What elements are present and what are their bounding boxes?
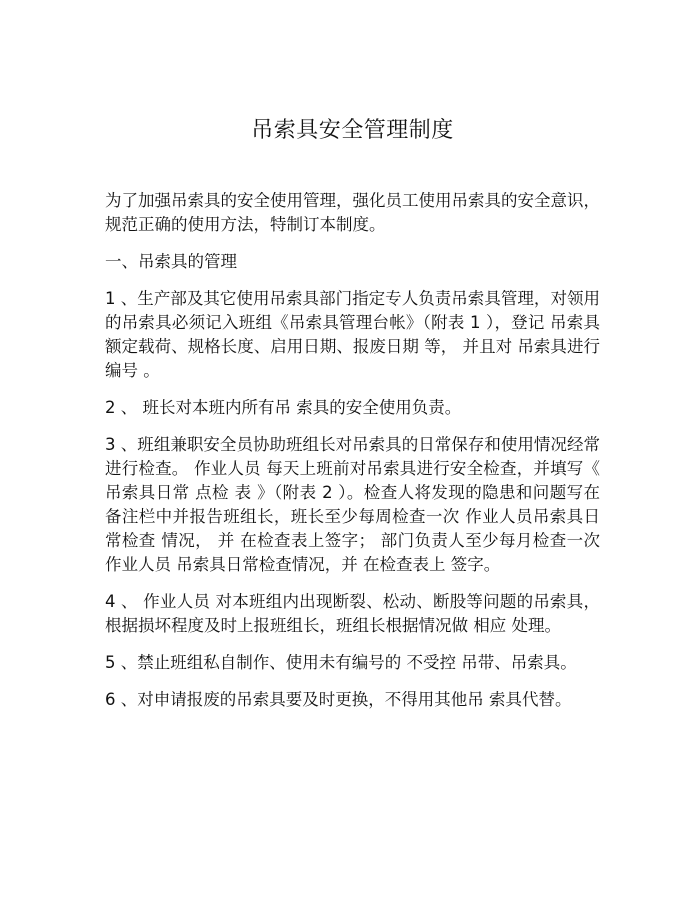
document-title: 吊索具安全管理制度: [251, 118, 454, 143]
list-item: 3 、班组兼职安全员协助班组长对吊索具的日常保存和使用情况经常进行检查。 作业人员 每天上班前对吊索具进行安全检查，并填写《 吊索具日常 点检 表 》（附表 2 ）。检查人将发现的隐患和问题写在备注栏中并报告班组长，班长至少每周检查一次 作业人员吊索具日常检查 情况， 并 在检查表上签字； 部门负责人至少每月检查一次 作业人员 吊索具日常检查情况，并 在检查表上 签字。: [105, 435, 600, 574]
list-item: 5 、禁止班组私自制作、使用未有编号的 不受控 吊带、吊索具。: [105, 653, 577, 672]
list-item: 1 、生产部及其它使用吊索具部门指定专人负责吊索具管理，对领用的吊索具必须记入班组《吊索具管理台帐》（附表 1 ），登记 吊索具 额定载荷、规格长度、启用日期、报废日期 等， 并且对 吊索具进行编号 。: [105, 289, 600, 380]
list-item: 2 、 班长对本班内所有吊 索具的安全使用负责。: [105, 398, 462, 417]
intro-paragraph: 为了加强吊索具的安全使用管理，强化员工使用吊索具的安全意识，规范正确的使用方法，特制订本制度。: [105, 191, 600, 234]
list-item: 4 、 作业人员 对本班组内出现断裂、松动、断股等问题的吊索具，根据损坏程度及时上报班组长，班组长根据情况做 相应 处理。: [105, 592, 600, 635]
section-heading: 一、吊索具的管理: [105, 252, 237, 271]
list-item: 6 、对申请报废的吊索具要及时更换，不得用其他吊 索具代替。: [105, 690, 572, 709]
